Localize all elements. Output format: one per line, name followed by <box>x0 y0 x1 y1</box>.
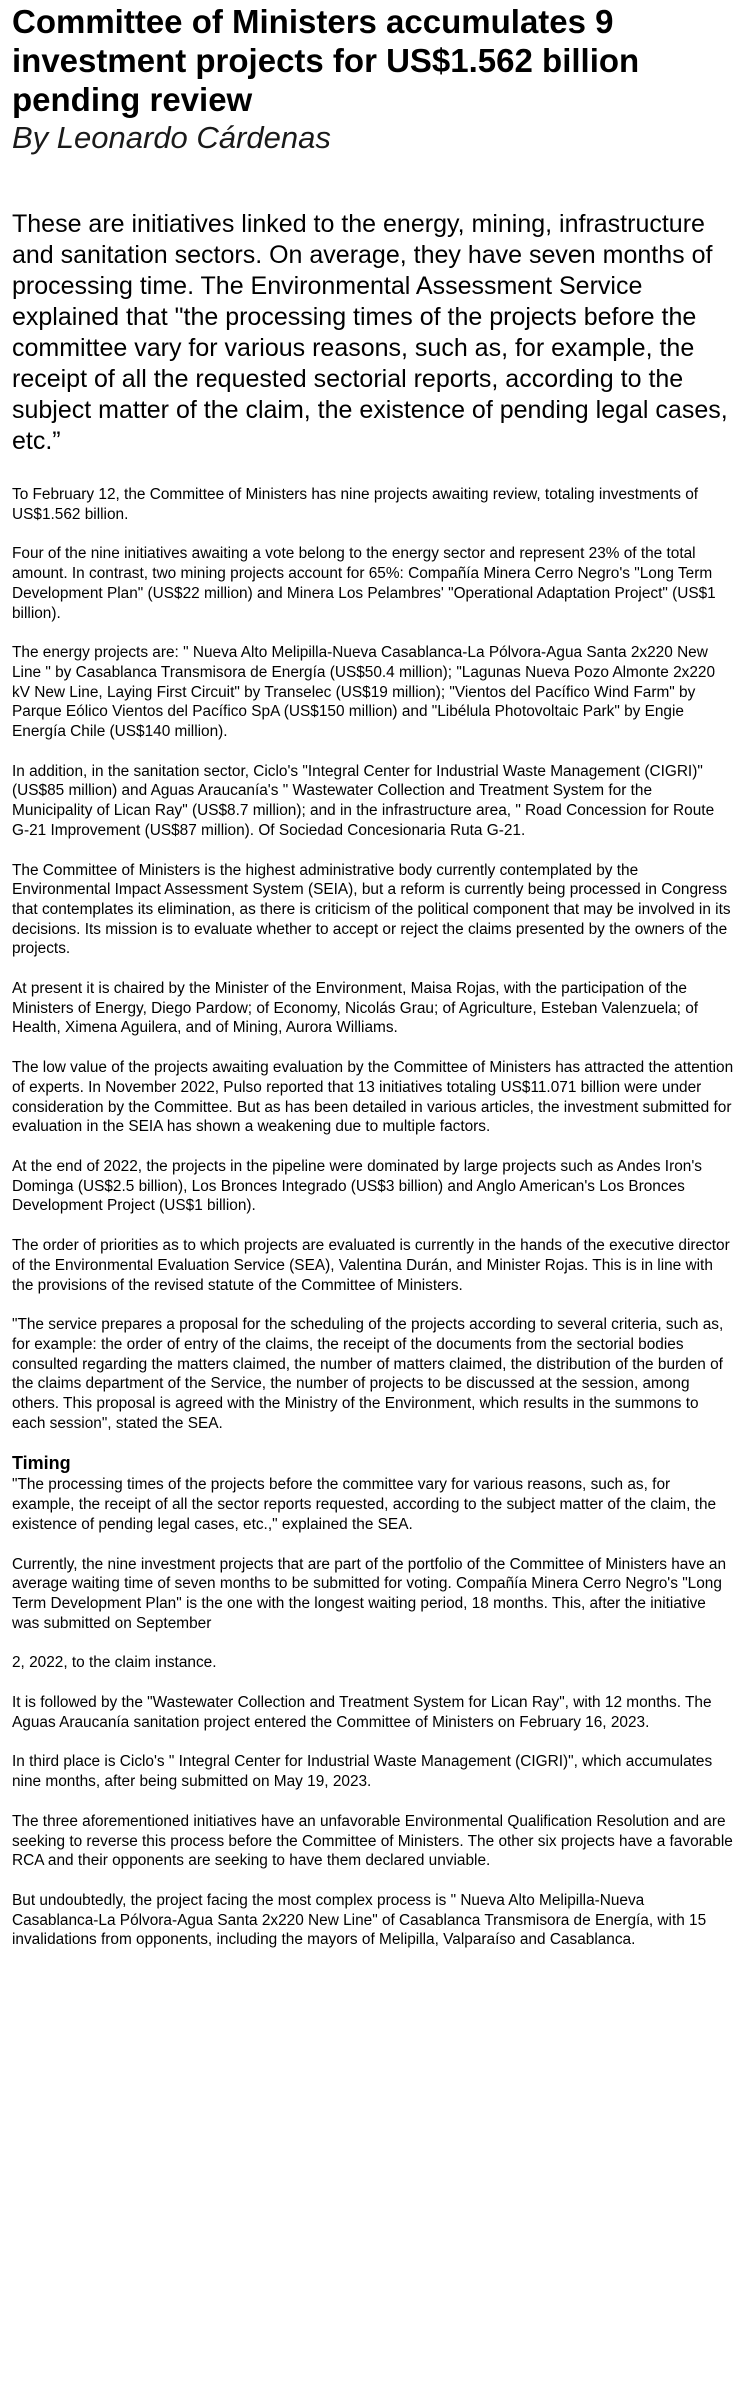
article-title: Committee of Ministers accumulates 9 investment projects for US$1.562 billion pending review <box>12 3 640 118</box>
body-paragraph: The energy projects are: " Nueva Alto Melipilla-Nueva Casablanca-La Pólvora-Agua Santa 2x220 New Line " by Casablanca Transmisora de Energía (US$50.4 million); "Lagunas Nueva Pozo Almonte 2x220 kV New Line, Laying First Circuit" by Transelec (US$19 million); "Vientos del Pacífico Wind Farm" by Parque Eólico Vientos del Pacífico SpA (US$150 million) and "Libélula Photovoltaic Park" by Engie Energía Chile (US$140 million). <box>12 644 716 741</box>
timing-paragraph: But undoubtedly, the project facing the most complex process is " Nueva Alto Melipilla-Nueva Casablanca-La Pólvora-Agua Santa 2x220 New Line" of Casablanca Transmisora de Energía, with 15 invalidations from opponents, including the mayors of Melipilla, Valparaíso and Casablanca. <box>12 1891 707 1949</box>
timing-paragraph: Currently, the nine investment projects that are part of the portfolio of the Committee of Ministers have an average waiting time of seven months to be submitted for voting. Compañía Minera Cerro Negro's "Long Term Development Plan" is the one with the longest waiting period, 18 months. This, after the initiative was submitted on September <box>12 1555 727 1632</box>
timing-paragraph: "The processing times of the projects before the committee vary for various reasons, such as, for example, the receipt of all the sector reports requested, according to the subject matter of the claim, the existence of pending legal cases, etc.," explained the SEA. <box>12 1476 717 1533</box>
timing-paragraph: In third place is Ciclo's " Integral Center for Industrial Waste Management (CIGRI)", which accumulates nine months, after being submitted on May 19, 2023. <box>12 1753 713 1791</box>
body-paragraph: The low value of the projects awaiting evaluation by the Committee of Ministers has attracted the attention of experts. In November 2022, Pulso reported that 13 initiatives totaling US$11.071 billion were under consideration by the Committee. But as has been detailed in various articles, the investment submitted for evaluation in the SEIA has shown a weakening due to multiple factors. <box>12 1059 734 1136</box>
article-byline: By Leonardo Cárdenas <box>12 120 331 155</box>
body-paragraph: In addition, in the sanitation sector, Ciclo's "Integral Center for Industrial Waste Management (CIGRI)" (US$85 million) and Aguas Araucanía's " Wastewater Collection and Treatment System for the Municipality of Lican Ray" (US$8.7 million); and in the infrastructure area, " Road Concession for Route G-21 Improvement (US$87 million). Of Sociedad Concesionaria Ruta G-21. <box>12 762 715 839</box>
body-paragraph: At the end of 2022, the projects in the pipeline were dominated by large projects such as Andes Iron's Dominga (US$2.5 billion), Los Bronces Integrado (US$3 billion) and Anglo American's Los Bronces Development Project (US$1 billion). <box>12 1157 702 1215</box>
body-paragraph: At present it is chaired by the Minister of the Environment, Maisa Rojas, with the participation of the Ministers of Energy, Diego Pardow; of Economy, Nicolás Grau; of Agriculture, Esteban Valenzuela; of Health, Ximena Aguilera, and of Mining, Aurora Williams. <box>12 980 699 1037</box>
body-paragraph: "The service prepares a proposal for the scheduling of the projects according to several criteria, such as, for example: the order of entry of the claims, the receipt of the documents from the sectorial bodies consulted regarding the matters claimed, the number of matters claimed, the distribution of the burden of the claims department of the Service, the number of projects to be discussed at the session, among others. This proposal is agreed with the Ministry of the Environment, which results in the summons to each session", stated the SEA. <box>12 1316 724 1432</box>
article-lead: These are initiatives linked to the energy, mining, infrastructure and sanitation sectors. On average, they have seven months of processing time. The Environmental Assessment Service explained that "the processing times of the projects before the committee vary for various reasons, such as, for example, the receipt of all the requested sectorial reports, according to the subject matter of the claim, the existence of pending legal cases, etc.” <box>12 210 728 455</box>
article <box>0 2 750 1950</box>
section-heading-timing: Timing <box>12 1453 71 1474</box>
timing-paragraph: The three aforementioned initiatives have an unfavorable Environmental Qualification Resolution and are seeking to reverse this process before the Committee of Ministers. The other six projects have a favorable RCA and their opponents are seeking to have them declared unviable. <box>12 1812 733 1870</box>
body-paragraph: To February 12, the Committee of Ministers has nine projects awaiting review, totaling investments of US$1.562 billion. <box>12 486 699 523</box>
body-paragraph: The Committee of Ministers is the highest administrative body currently contemplated by the Environmental Impact Assessment System (SEIA), but a reform is currently being processed in Congress that contemplates its elimination, as there is criticism of the political component that may be involved in its decisions. Its mission is to evaluate whether to accept or reject the claims presented by the owners of the projects. <box>12 861 731 958</box>
body-paragraph: The order of priorities as to which projects are evaluated is currently in the hands of the executive director of the Environmental Evaluation Service (SEA), Valentina Durán, and Minister Rojas. This is in line with the provisions of the revised statute of the Committee of Ministers. <box>12 1237 730 1294</box>
body-paragraph: Four of the nine initiatives awaiting a vote belong to the energy sector and represent 23% of the total amount. In contrast, two mining projects account for 65%: Compañía Minera Cerro Negro's "Long Term Development Plan" (US$22 million) and Minera Los Pelambres' "Operational Adaptation Project" (US$1 billion). <box>12 545 716 622</box>
timing-paragraph: 2, 2022, to the claim instance. <box>12 1654 217 1672</box>
timing-paragraph: It is followed by the "Wastewater Collection and Treatment System for Lican Ray", with 12 months. The Aguas Araucanía sanitation project entered the Committee of Ministers on February 16, 2023. <box>12 1694 712 1731</box>
